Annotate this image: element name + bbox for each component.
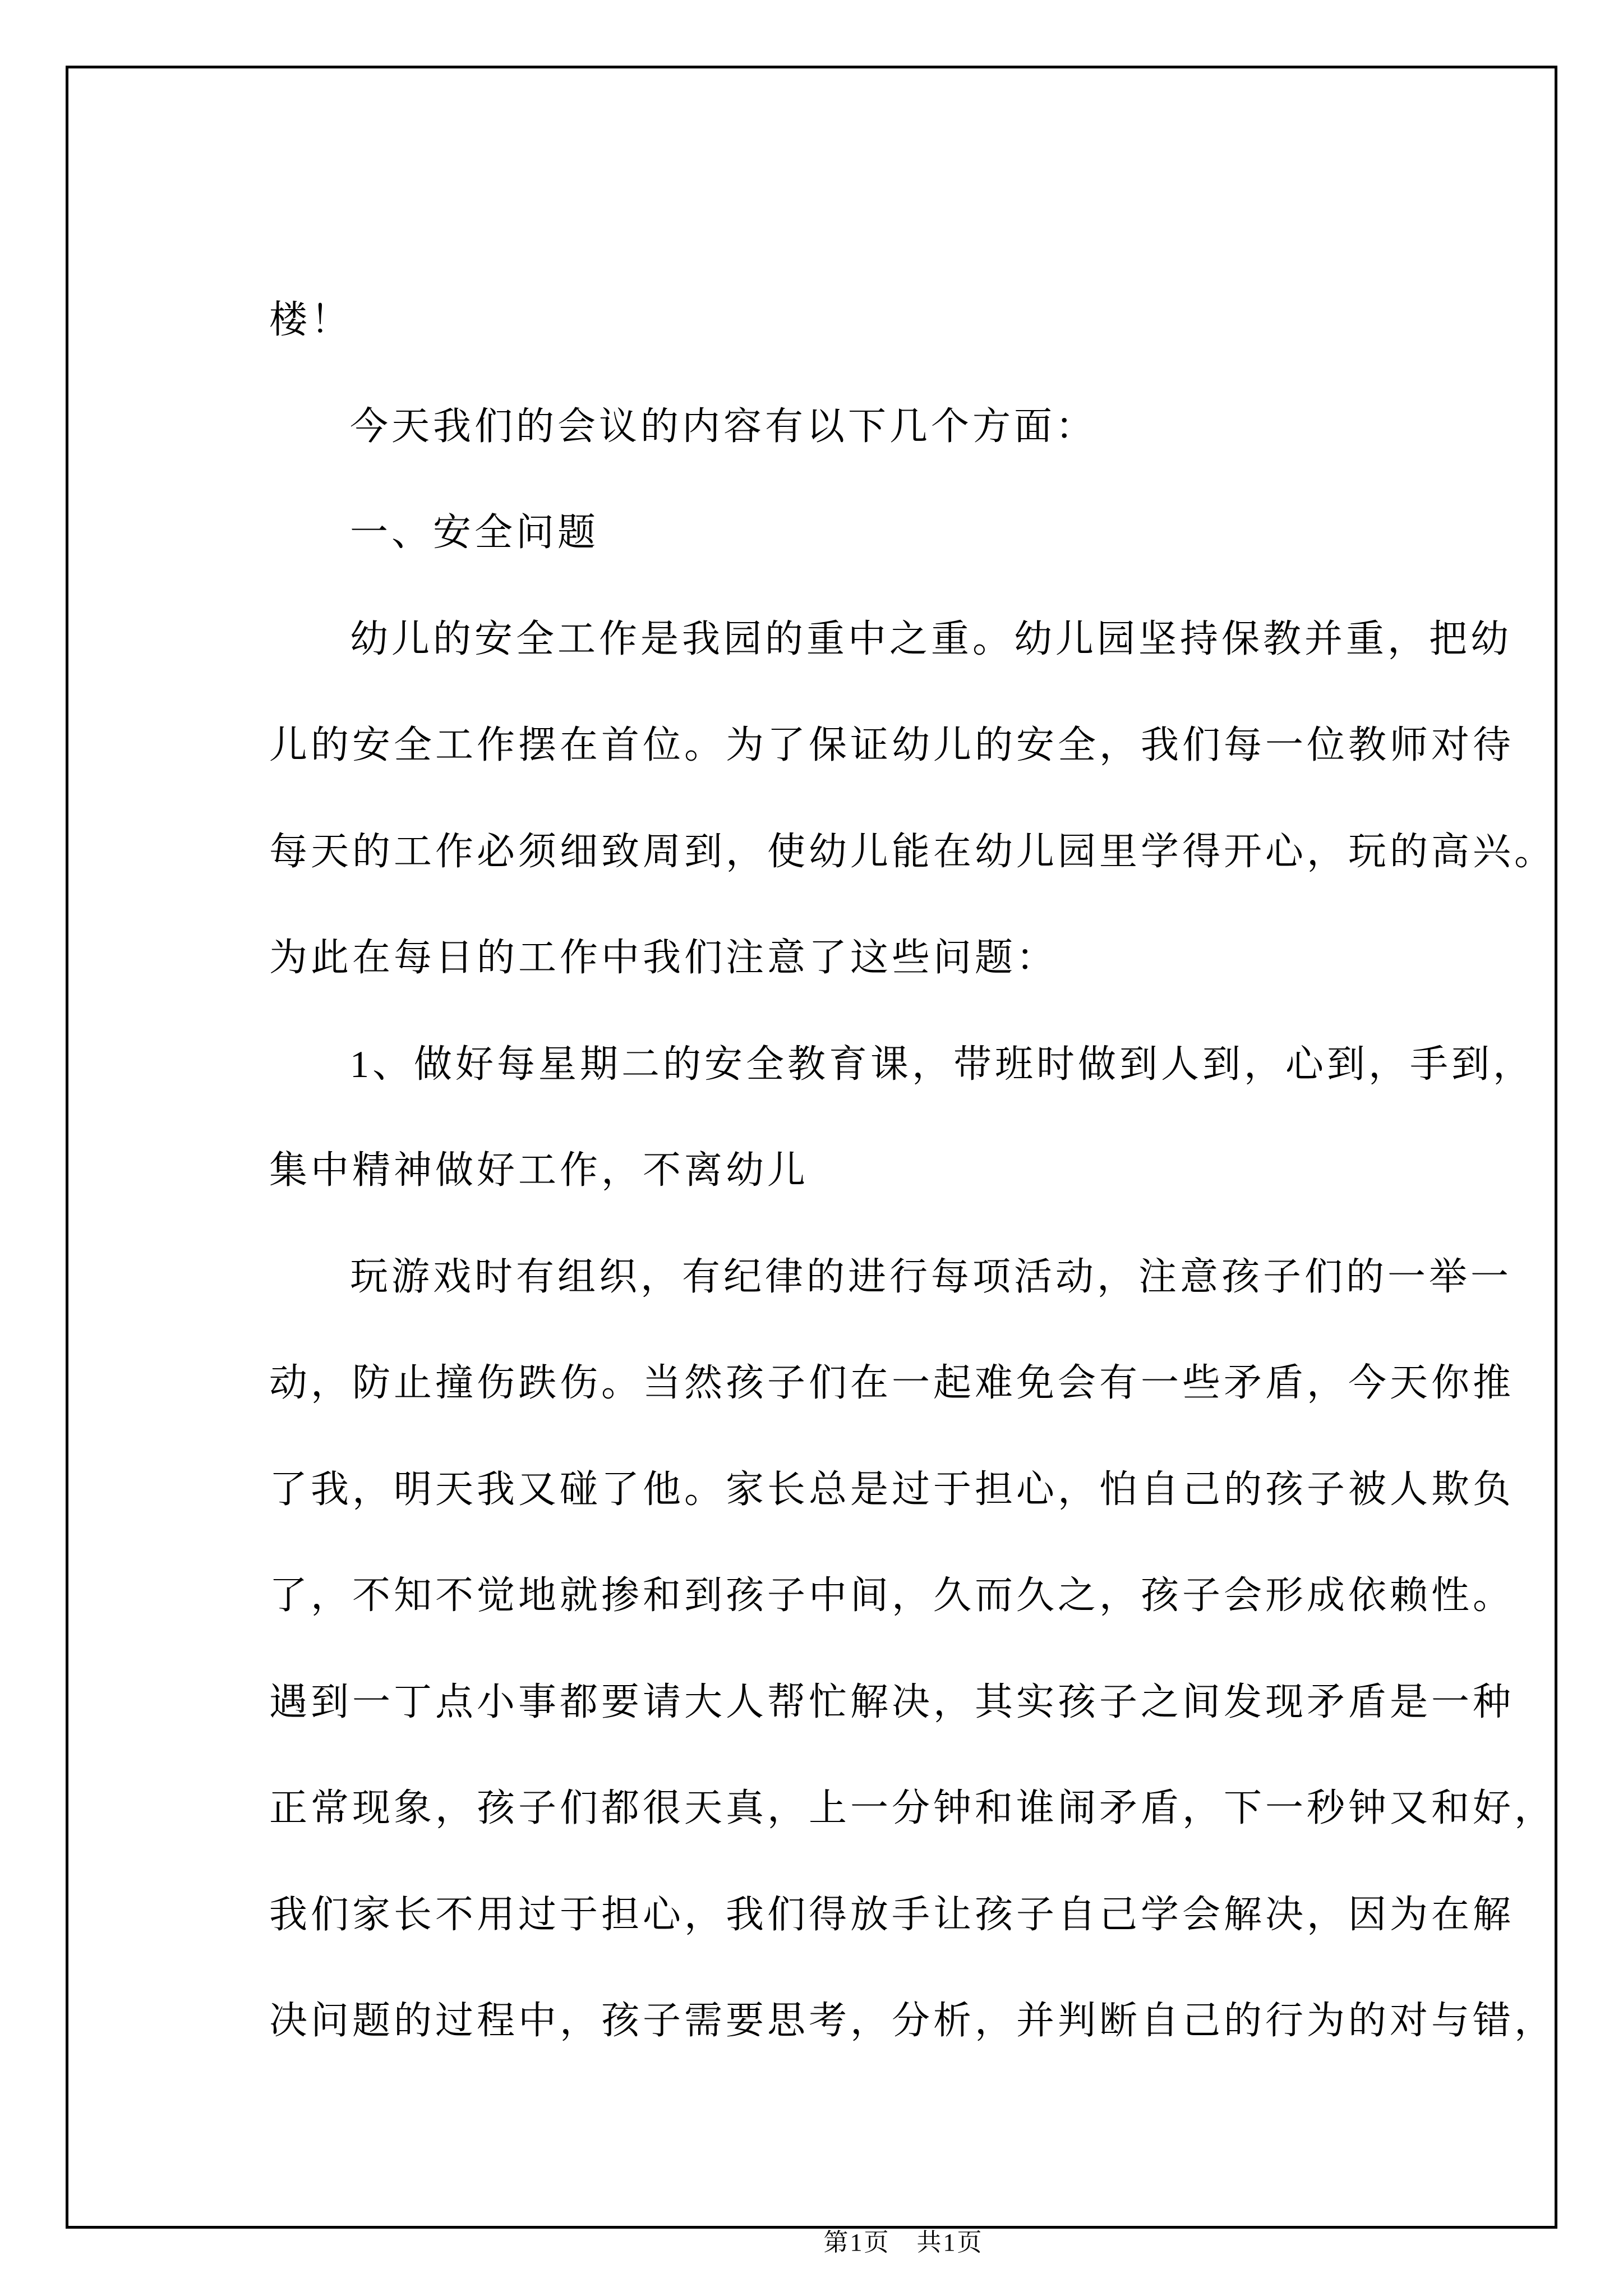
text-line-17: 决问题的过程中，孩子需要思考，分析，并判断自己的行为的对与错， xyxy=(269,1999,1556,2042)
text-line-14: 遇到一丁点小事都要请大人帮忙解决，其实孩子之间发现矛盾是一种 xyxy=(269,1680,1515,1723)
text-line-12: 了我，明天我又碰了他。家长总是过于担心，怕自己的孩子被人欺负 xyxy=(269,1467,1515,1511)
text-line-1: 楼！ xyxy=(269,298,353,341)
document-body xyxy=(269,267,1565,2074)
page-footer xyxy=(134,2193,1623,2286)
text-line-10: 玩游戏时有组织，有纪律的进行每项活动，注意孩子们的一举一 xyxy=(350,1255,1513,1298)
text-line-9: 集中精神做好工作，不离幼儿 xyxy=(269,1149,809,1191)
text-line-7: 为此在每日的工作中我们注意了这些问题： xyxy=(269,936,1058,979)
text-line-4: 幼儿的安全工作是我园的重中之重。幼儿园坚持保教并重，把幼 xyxy=(350,617,1513,660)
text-line-15: 正常现象，孩子们都很天真，上一分钟和谁闹矛盾，下一秒钟又和好， xyxy=(269,1787,1556,1829)
text-line-6: 每天的工作必须细致周到，使幼儿能在幼儿园里学得开心，玩的高兴。 xyxy=(269,830,1556,873)
text-line-3: 一、安全问题 xyxy=(350,511,600,554)
text-line-2: 今天我们的会议的内容有以下几个方面： xyxy=(350,404,1098,448)
text-line-16: 我们家长不用过于担心，我们得放手让孩子自己学会解决，因为在解 xyxy=(269,1893,1515,1936)
page-border-frame xyxy=(66,66,1557,2256)
text-line-8: 1、做好每星期二的安全教育课，带班时做到人到，心到，手到， xyxy=(350,1042,1535,1085)
text-line-11: 动，防止撞伤跌伤。当然孩子们在一起难免会有一些矛盾，今天你推 xyxy=(269,1361,1515,1404)
text-line-13: 了，不知不觉地就掺和到孩子中间，久而久之，孩子会形成依赖性。 xyxy=(269,1574,1515,1617)
text-line-5: 儿的安全工作摆在首位。为了保证幼儿的安全，我们每一位教师对待 xyxy=(269,724,1515,766)
page-indicator: 第1页 共1页 xyxy=(823,2229,984,2256)
